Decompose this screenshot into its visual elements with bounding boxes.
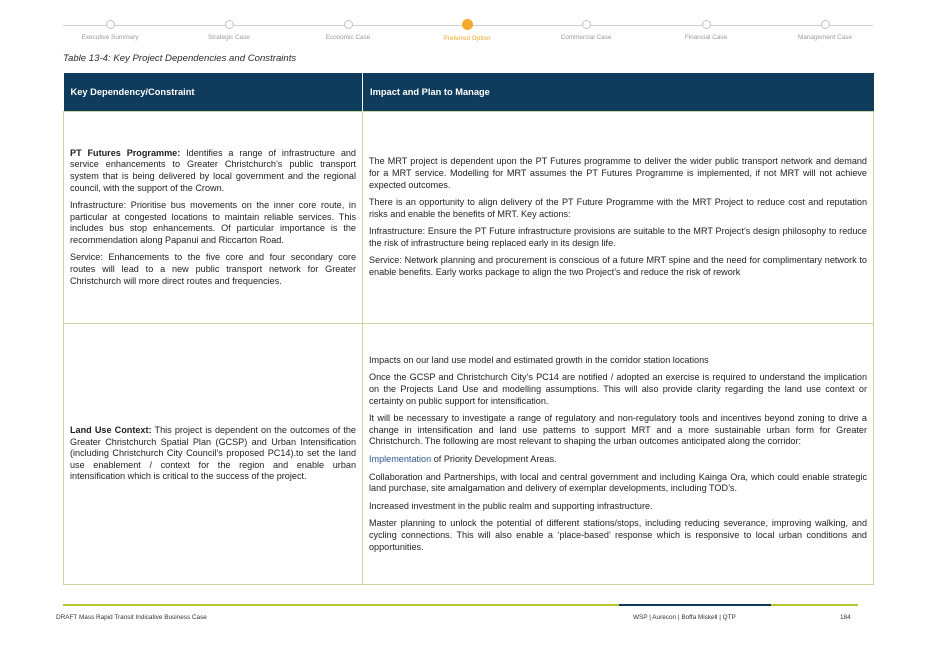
- step-label: Financial Case: [684, 34, 728, 41]
- step-strategic-case[interactable]: [169, 17, 289, 41]
- dependency-cell: [64, 324, 363, 585]
- dependency-title: Land Use Context:: [70, 425, 152, 436]
- step-executive-summary[interactable]: [50, 17, 170, 41]
- footer-document-title: DRAFT Mass Rapid Transit Indicative Business Case: [56, 614, 207, 621]
- dependencies-table: [63, 73, 874, 585]
- paragraph: [369, 454, 867, 466]
- dependency-title: PT Futures Programme:: [70, 147, 181, 158]
- paragraph-text: Identifies a range of infrastructure and service enhancements to Greater Christchurch’s public transport system that is being delivered by local government and the regional council, with the support of the Crown.: [70, 147, 356, 193]
- paragraph: [369, 518, 867, 553]
- step-management-case[interactable]: [765, 17, 885, 41]
- step-dot-icon: [344, 20, 353, 29]
- step-dot-icon: [702, 20, 711, 29]
- paragraph-text: This project is dependent on the outcomes of the Greater Christchurch Spatial Plan (GCSP) and Urban Intensification (including Christchurch City Council’s proposed PC14).to set the land use enablement / context for the region and enable urban intensification which is critical to the success of the project.: [70, 425, 356, 482]
- paragraph-text: Infrastructure: Ensure the PT Future infrastructure provisions are suitable to the MRT Project’s design philosophy to reduce the risk of infrastructure being replaced early in its design life.: [369, 226, 867, 248]
- column-header-dependency: Key Dependency/Constraint: [64, 73, 363, 112]
- impact-cell: [363, 112, 874, 324]
- step-dot-active-icon: [462, 19, 473, 30]
- step-dot-icon: [225, 20, 234, 29]
- paragraph: [369, 226, 867, 249]
- paragraph-text: It will be necessary to investigate a range of regulatory and non-regulatory tools and incentives beyond zoning to drive a change in intensification and land use patterns to support MRT and a more sustainable urban form for Greater Christchurch. The following are most relevant to shaping the urban outcomes anticipated along the corridor:: [369, 413, 867, 447]
- table-row: [64, 324, 874, 585]
- page-number: 184: [840, 614, 851, 621]
- paragraph: [70, 200, 356, 246]
- paragraph-text: Increased investment in the public realm and supporting infrastructure.: [369, 500, 653, 511]
- paragraph: [369, 472, 867, 495]
- paragraph-text: Service: Network planning and procurement is conscious of a future MRT spine and the need for complimentary network to enable benefits. Early works package to align the two Project’s and reduce the risk of rework: [369, 255, 867, 278]
- step-economic-case[interactable]: [288, 17, 408, 41]
- step-dot-icon: [106, 20, 115, 29]
- paragraph: [70, 252, 356, 287]
- paragraph-text: Collaboration and Partnerships, with local and central government and including Kainga Ora, which could enable strategic land purchase, site amalgamation and delivery of exemplar developments, including TOD’s.: [369, 471, 867, 494]
- paragraph-text: Service: Enhancements to the five core and four secondary core routes will lead to a new public transport network for Greater Christchurch will more direct routes and frequencies.: [70, 252, 356, 286]
- paragraph: [70, 425, 356, 483]
- footer-divider-green: [63, 604, 619, 606]
- paragraph-text: Infrastructure: Prioritise bus movements on the inner core route, in particular at congested locations to maintain reliable services. This includes bus stop enhancements. Of particular importance is the recommendation along Papanui and Riccarton Road.: [70, 200, 356, 245]
- paragraph-text: There is an opportunity to align delivery of the PT Future Programme with the MRT Project to reduce cost and reputation risks and enable the benefits of MRT. Key actions:: [369, 197, 867, 219]
- paragraph: [369, 372, 867, 407]
- step-label: Preferred Option: [443, 35, 491, 42]
- step-label: Economic Case: [325, 34, 371, 41]
- table-caption: Table 13-4: Key Project Dependencies and Constraints: [63, 53, 297, 64]
- paragraph: [369, 156, 867, 191]
- paragraph-text: The MRT project is dependent upon the PT Futures programme to deliver the wider public transport network and demand for a MRT service. Modelling for MRT assumes the PT Futures Programme is implemented, if not MRT will not achieve expected outcomes.: [369, 156, 867, 190]
- step-dot-icon: [582, 20, 591, 29]
- table-header-row: [64, 73, 874, 112]
- step-label: Executive Summary: [81, 34, 139, 41]
- paragraph-text: of Priority Development Areas.: [431, 454, 557, 464]
- footer-authors: WSP | Aurecon | Boffa Miskell | QTP: [633, 614, 736, 621]
- step-preferred-option[interactable]: [407, 17, 527, 42]
- step-financial-case[interactable]: [646, 17, 766, 41]
- implementation-link[interactable]: Implementation: [369, 454, 432, 464]
- impact-cell: [363, 324, 874, 585]
- paragraph: [369, 255, 867, 278]
- table-row: [64, 112, 874, 324]
- footer-divider-lime: [771, 604, 858, 606]
- paragraph: [369, 197, 867, 220]
- footer-divider-navy: [619, 604, 771, 606]
- column-header-impact: Impact and Plan to Manage: [363, 73, 874, 112]
- paragraph-text: Impacts on our land use model and estimated growth in the corridor station locations: [369, 354, 709, 365]
- paragraph: [369, 413, 867, 448]
- step-commercial-case[interactable]: [526, 17, 646, 41]
- step-label: Commercial Case: [560, 34, 612, 41]
- section-stepper: [63, 17, 873, 49]
- step-label: Strategic Case: [208, 34, 250, 41]
- paragraph-text: Once the GCSP and Christchurch City’s PC14 are notified / adopted an exercise is required to understand the implication on the Projects Land Use and modelling assumptions. This will also provide clarity regarding the land use context or certainty on public support for intensification.: [369, 372, 867, 406]
- step-label: Management Case: [798, 34, 852, 41]
- paragraph: [70, 148, 356, 194]
- paragraph: [369, 501, 867, 513]
- dependency-cell: [64, 112, 363, 324]
- step-dot-icon: [821, 20, 830, 29]
- paragraph: [369, 355, 867, 367]
- paragraph-text: Master planning to unlock the potential of different stations/stops, including reducing severance, improving walking, and cycling connections. This will also enable a ‘place-based’ response which is responsive to local urban conditions and opportunities.: [369, 518, 867, 552]
